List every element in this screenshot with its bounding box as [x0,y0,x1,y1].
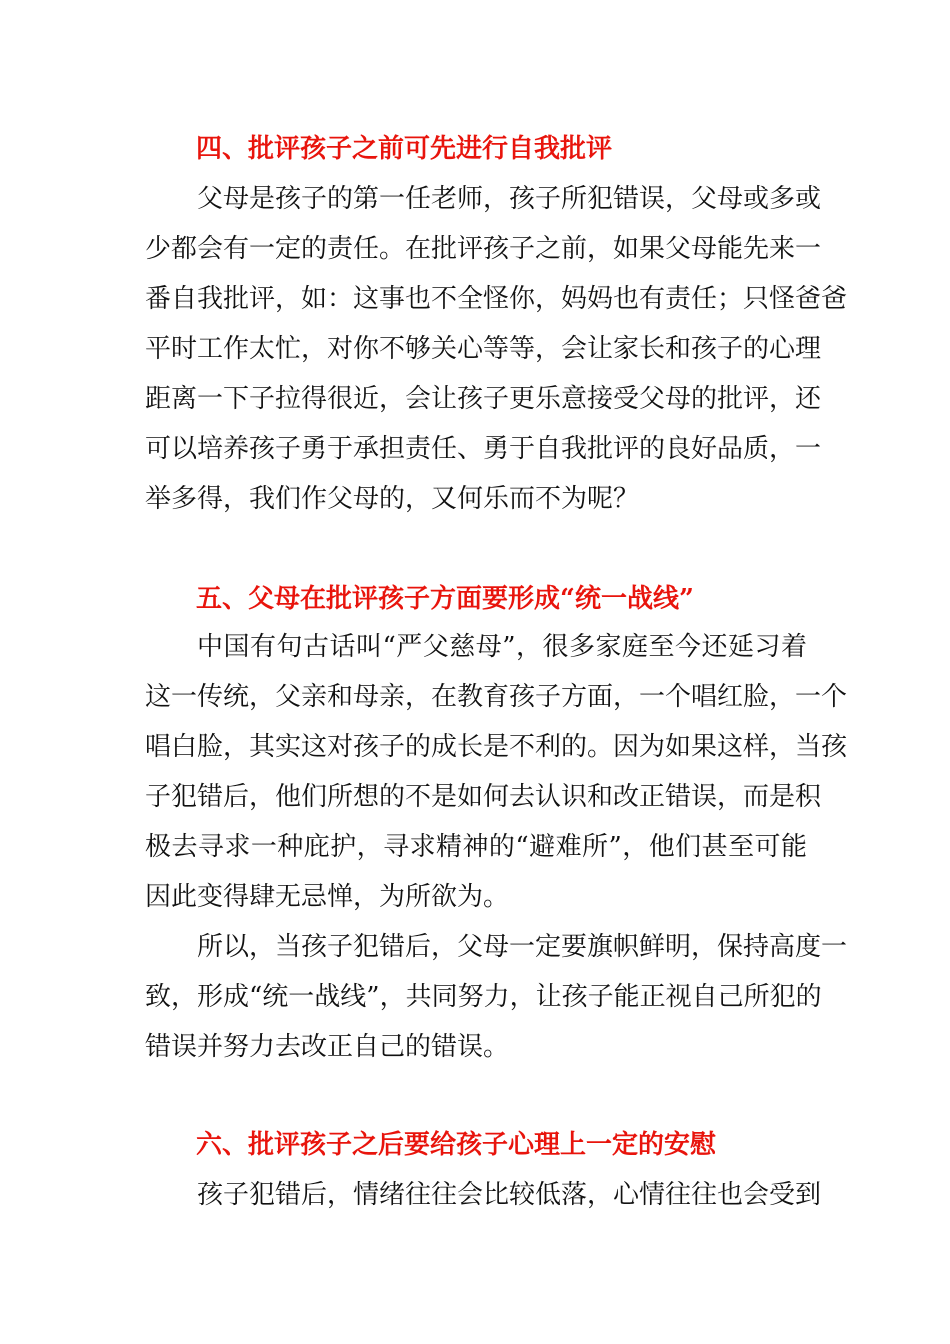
text-line: 番自我批评，如：这事也不全怪你，妈妈也有责任；只怪爸爸 [145,284,848,314]
text-line: 极去寻求一种庇护，寻求精神的“避难所”，他们甚至可能 [145,832,807,862]
text-line: 因此变得肆无忌惮，为所欲为。 [145,882,510,912]
section-5-paragraph-1 [145,622,848,922]
text-line: 唱白脸，其实这对孩子的成长是不利的。因为如果这样，当孩 [145,732,848,762]
section-5-paragraph-2 [145,922,848,1072]
text-line: 距离一下子拉得很近，会让孩子更乐意接受父母的批评，还 [145,384,822,414]
text-line: 中国有句古话叫“严父慈母”，很多家庭至今还延习着 [197,632,807,662]
text-line: 父母是孩子的第一任老师，孩子所犯错误，父母或多或 [197,184,822,214]
text-line: 平时工作太忙，对你不够关心等等，会让家长和孩子的心理 [145,334,822,364]
text-line: 举多得，我们作父母的，又何乐而不为呢？ [145,484,640,514]
section-heading-6: 六、批评孩子之后要给孩子心理上一定的安慰 [196,1130,717,1160]
text-line: 致，形成“统一战线”，共同努力，让孩子能正视自己所犯的 [145,982,822,1012]
section-heading-5: 五、父母在批评孩子方面要形成“统一战线” [196,584,694,614]
text-line: 错误并努力去改正自己的错误。 [145,1032,510,1062]
text-line: 少都会有一定的责任。在批评孩子之前，如果父母能先来一 [145,234,822,264]
section-4-paragraph [145,174,848,524]
text-line: 所以，当孩子犯错后，父母一定要旗帜鲜明，保持高度一 [197,932,848,962]
text-line: 这一传统，父亲和母亲，在教育孩子方面，一个唱红脸，一个 [145,682,848,712]
text-line: 可以培养孩子勇于承担责任、勇于自我批评的良好品质，一 [145,434,822,464]
section-6-paragraph [145,1170,822,1220]
text-line: 子犯错后，他们所想的不是如何去认识和改正错误，而是积 [145,782,822,812]
section-heading-4: 四、批评孩子之前可先进行自我批评 [196,134,613,164]
text-line: 孩子犯错后，情绪往往会比较低落，心情往往也会受到 [197,1180,822,1210]
